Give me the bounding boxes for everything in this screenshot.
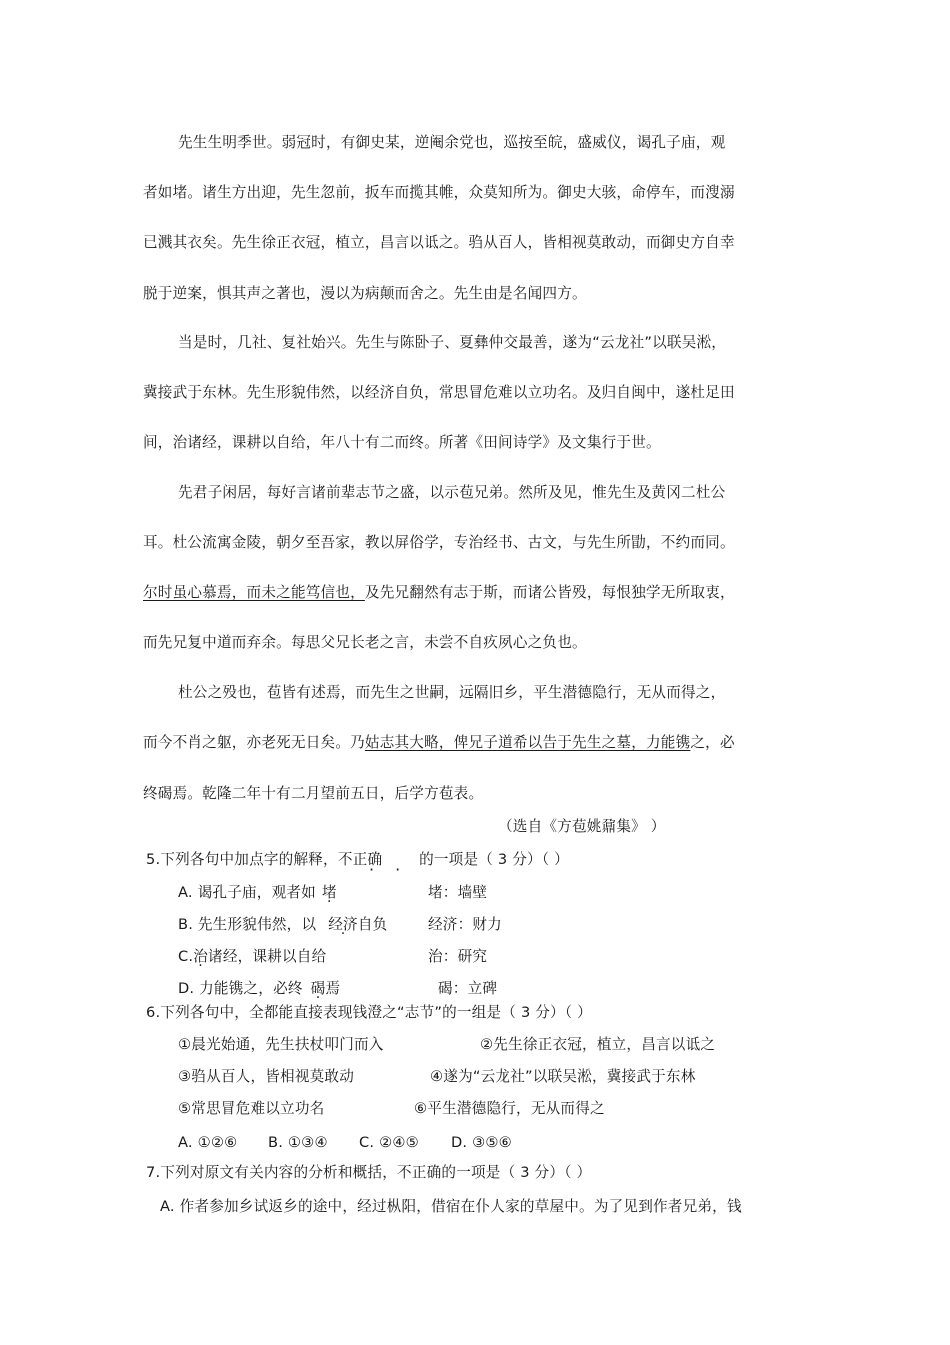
passage-p3-line-2: 耳。杜公流寓金陵，朝夕至吾家，教以屏俗学，专治经书、古文，与先生所勖，不约而同。 — [143, 534, 735, 551]
q5-option-d-rest: 焉 — [325, 980, 341, 997]
passage-p4-line-2-end: 之，必 — [690, 734, 735, 751]
q5-stem — [146, 850, 569, 870]
source-note: （选自《方苞姚鼐集》 ） — [498, 818, 666, 835]
q6-item-1: ①晨光始通，先生扶杖叩门而入 — [178, 1036, 384, 1053]
passage-p2-line-2: 冀接武于东林。先生形貌伟然，以经济自负，常思冒危难以立功名。及归自闽中，遂杜足田 — [143, 384, 735, 401]
q5-option-c — [178, 947, 326, 967]
passage-p1-line-1: 先生生明季世。弱冠时，有御史某，逆阉余党也，巡按至皖，盛威仪，谒孔子庙，观 — [178, 134, 726, 151]
passage-p1-line-4: 脱于逆案，惧其声之著也，漫以为病颠而舍之。先生由是名闻四方。 — [143, 285, 587, 302]
q6-choice-d: D. ③⑤⑥ — [451, 1134, 512, 1151]
passage-p4-line-2-start: 而今不肖之躯，亦老死无日矣。乃 — [143, 734, 365, 751]
q5-option-a-text: A. 谒孔子庙，观者如 — [178, 884, 316, 901]
q6-choice-a: A. ①②⑥ — [178, 1134, 238, 1151]
q7-option-a: A. 作者参加乡试返乡的途中，经过枞阳，借宿在仆人家的草屋中。为了见到作者兄弟，钱 — [160, 1198, 742, 1215]
underlined-sentence: 尔时虽心慕焉，而未之能笃信也， — [143, 584, 365, 601]
passage-p2-line-3: 间，治诸经，课耕以自给，年八十有二而终。所著《田间诗学》及文集行于世。 — [143, 434, 661, 451]
q6-stem: 6.下列各句中，全都能直接表现钱澄之“志节”的一组是（ 3 分）（ ） — [146, 1004, 592, 1021]
q5-option-b-rest: 自负 — [357, 916, 388, 933]
q5-option-a-explain: 堵：墙壁 — [428, 884, 488, 901]
q5-option-b-explain: 经济：财力 — [428, 916, 502, 933]
q6-item-5: ⑤常思冒危难以立功名 — [178, 1100, 325, 1117]
q5-option-d-key: 碣 — [310, 980, 326, 997]
q5-option-d-explain: 碣：立碑 — [438, 980, 498, 997]
q6-item-4: ④遂为“云龙社”以联吴淞，冀接武于东林 — [430, 1068, 696, 1085]
q5-option-d — [178, 979, 340, 999]
q5-stem-tail: 的一项是（ 3 分）（ ） — [419, 851, 569, 868]
q5-option-b-text: B. 先生形貌伟然，以 — [178, 916, 317, 933]
passage-p3-line-3 — [143, 583, 735, 603]
passage-p2-line-1: 当是时，几社、复社始兴。先生与陈卧子、夏彝仲交最善，遂为“云龙社”以联吴淞， — [178, 334, 727, 351]
q6-choice-c: C. ②④⑤ — [359, 1134, 419, 1151]
q5-option-c-text: C. — [178, 948, 194, 965]
q5-stem-text: 5.下列各句中加点字的解释，不正确 — [146, 851, 383, 868]
q5-option-c-explain: 治：研究 — [428, 948, 488, 965]
q6-item-6: ⑥平生潜德隐行，无从而得之 — [414, 1100, 605, 1117]
q6-item-3: ③驺从百人，皆相视莫敢动 — [178, 1068, 355, 1085]
passage-p4-line-1: 杜公之殁也，苞皆有述焉，而先生之世嗣，远隔旧乡，平生潜德隐行，无从而得之， — [178, 684, 726, 701]
underlined-sentence-2: 姑志其大略，俾兄子道希以告于先生之墓，力能镌 — [364, 734, 691, 751]
passage-p4-line-2 — [143, 733, 735, 753]
q5-option-a — [178, 883, 337, 903]
q7-stem: 7.下列对原文有关内容的分析和概括，不正确的一项是（ 3 分）（ ） — [146, 1164, 592, 1181]
q5-option-c-key: 治 — [193, 948, 209, 965]
passage-p1-line-3: 已溅其衣矣。先生徐正衣冠，植立，昌言以诋之。驺从百人，皆相视莫敢动，而御史方自幸 — [143, 234, 735, 251]
passage-p3-line-3-rest: 及先兄翻然有志于斯，而诸公皆殁，每恨独学无所取衷， — [364, 584, 735, 601]
q5-option-b — [178, 915, 387, 935]
passage-p1-line-2: 者如堵。诸生方出迎，先生忽前，扳车而揽其帷，众莫知所为。御史大骇，命停车，而溲溺 — [143, 184, 735, 201]
q5-option-d-text: D. 力能镌之，必终 — [178, 980, 303, 997]
passage-p3-line-4: 而先兄复中道而弃余。每思父兄长老之言，未尝不自疚夙心之负也。 — [143, 634, 587, 651]
q5-option-a-key: 堵 — [321, 884, 337, 901]
q5-emphasis-dots: · · — [369, 860, 409, 879]
q5-option-b-key: 经济 — [328, 916, 358, 933]
q6-item-2: ②先生徐正衣冠，植立，昌言以诋之 — [480, 1036, 716, 1053]
passage-p3-line-1: 先君子闲居，每好言诸前辈志节之盛，以示苞兄弟。然所及见，惟先生及黄冈二杜公 — [178, 484, 726, 501]
q6-choice-b: B. ①③④ — [268, 1134, 328, 1151]
passage-p4-line-3: 终碣焉。乾隆二年十有二月望前五日，后学方苞表。 — [143, 785, 484, 802]
q5-option-c-rest: 诸经，课耕以自给 — [208, 948, 327, 965]
